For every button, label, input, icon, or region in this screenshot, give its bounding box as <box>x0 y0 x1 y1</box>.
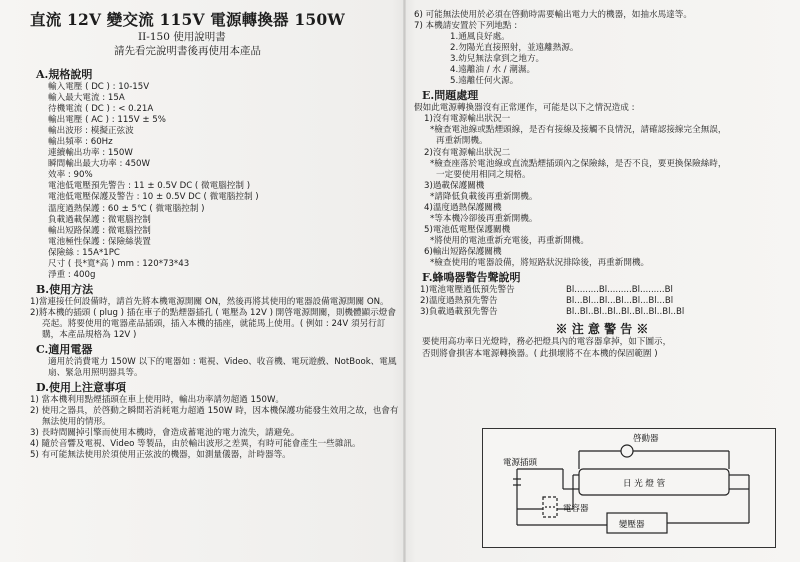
page-title: 直流 12V 變交流 115V 電源轉換器 150W <box>30 10 345 29</box>
spec-item: 輸出波形 : 模擬正弦波 <box>48 126 134 137</box>
placement-list <box>450 32 790 87</box>
spec-list <box>18 82 400 281</box>
beep-table <box>420 285 684 318</box>
section-a-heading: A.規格說明 <box>36 68 93 81</box>
socket-label: 電源插頭 <box>503 458 538 468</box>
appliances-text: 適用於消費電力 150W 以下的電器如 : 電視、Video、收音機、電玩遊戲、NotBook、電風扇、緊急用照明器具等。 <box>48 357 397 379</box>
beep-label: 2)溫度過熱預先警告 <box>420 296 498 307</box>
case-line: 一定要使用相同之規格。 <box>436 169 531 180</box>
note-item: 2) 使用之器具，於啓動之瞬間若消耗電力超過 150W 時，因本機保護功能發生效用之故，也會有無法使用的情形。 <box>30 406 399 428</box>
case-line: 再重新開機。 <box>436 136 488 147</box>
warning-title: ※ 注 意 警 告 ※ <box>555 322 649 337</box>
case-3 <box>414 181 790 203</box>
capacitor-label: 電容器 <box>563 504 589 514</box>
spec-item: 電池極性保護 : 保險絲裝置 <box>48 236 151 247</box>
note-item-6: 6) 可能無法使用於必須在啓動時需要輸出電力大的機器，如抽水馬達等。 <box>414 10 692 20</box>
case-line: *檢查電池線或點煙頭線，是否有接線及接觸不良情況，請確認接線完全無誤， <box>430 125 727 136</box>
case-line: *檢查使用的電器設備，將短路狀況排除後，再重新開機。 <box>430 257 650 268</box>
wiring-diagram-svg <box>483 429 775 547</box>
beep-label: 3)負載過載預先警告 <box>420 307 498 318</box>
section-b-heading: B.使用方法 <box>36 282 94 296</box>
placement-item: 5.遠離任何火源。 <box>450 76 519 87</box>
beep-row <box>420 296 684 307</box>
beep-row <box>420 307 684 318</box>
note-item: 1) 當本機利用點煙插頭在車上使用時，輸出功率請勿超過 150W。 <box>30 395 285 406</box>
spec-item: 輸入電壓 ( DC ) : 10-15V <box>48 82 150 92</box>
spec-item: 淨重 : 400g <box>48 269 96 280</box>
warning-text-line: 要使用高功率日光燈時，務必把燈具內的電容器拿掉，如下圖示， <box>422 337 672 348</box>
spec-item: 溫度過熱保護 : 60 ± 5℃ ( 微電腦控制 ) <box>48 203 205 214</box>
spec-item: 連續輸出功率 : 150W <box>48 148 133 159</box>
spec-item: 負載過載保護 : 微電腦控制 <box>48 214 151 225</box>
section-c-heading: C.適用電器 <box>36 343 93 357</box>
starter-label: 啓動器 <box>633 434 659 444</box>
wiring-diagram <box>482 428 776 548</box>
note-item: 3) 長時間關掉引擎而使用本機時，會造成蓄電池的電力流失，請避免。 <box>30 428 300 439</box>
case-2 <box>414 148 790 181</box>
placement-item: 3.幼兒無法拿到之地方。 <box>450 54 545 65</box>
spec-item: 輸出電壓 ( AC ) : 115V ± 5% <box>48 115 166 126</box>
section-e-heading: E.問題處理 <box>422 89 479 103</box>
case-line: *等本機冷卻後再重新開機。 <box>430 213 538 224</box>
case-line: *檢查座落於電池線或直流點煙插頭內之保險絲，是否不良，要更換保險絲時， <box>430 158 727 169</box>
section-f-heading: F.蜂鳴器警告聲說明 <box>422 271 521 285</box>
placement-heading: 7) 本機請安置於下列地點 : <box>414 21 518 32</box>
method-item: 2)將本機的插頭 ( plug ) 插在車子的點煙器插孔 ( 電壓為 12V ) 開啓電源開關，則機體顯示燈會亮起。將要使用的電器產品插頭，插入本機的插座，就能馬上使用。( 例如 : 24V 須另行訂購，本產品規格為 12V ) <box>30 307 396 340</box>
case-line: *請降低負載後再重新開機。 <box>430 191 538 202</box>
case-4 <box>414 203 790 225</box>
spec-item: 輸入最大電流 : 15A <box>48 93 125 104</box>
spec-item: 瞬間輸出最大功率 : 450W <box>48 159 151 170</box>
case-heading: 5)電池低電壓保護關機 <box>424 224 511 235</box>
model-subtitle: II-150 使用說明書 <box>138 31 226 43</box>
read-first-note: 請先看完說明書後再使用本產品 <box>114 45 261 57</box>
placement-item: 4.遠離油 / 水 / 潮濕。 <box>450 65 536 76</box>
troubleshoot-intro: 假如此電源轉換器沒有正常運作，可能是以下之情況造成 : <box>414 103 635 114</box>
case-line: *將使用的電池重新充電後，再重新開機。 <box>430 235 589 246</box>
spec-item: 輸出短路保護 : 微電腦控制 <box>48 225 151 236</box>
ballast-label: 變壓器 <box>619 520 645 530</box>
case-heading: 2)沒有電源輸出狀況二 <box>424 147 511 158</box>
section-d-heading: D.使用上注意事項 <box>36 381 126 395</box>
beep-pattern: Bl.........Bl.........Bl.........Bl <box>566 285 673 296</box>
placement-item: 1.通風良好處。 <box>450 32 510 43</box>
case-heading: 3)過載保護關機 <box>424 180 485 191</box>
placement-item: 2.勿陽光直接照射，並遠離熱源。 <box>450 43 579 54</box>
spec-item: 輸出頻率 : 60Hz <box>48 137 113 148</box>
spec-item: 電池低電壓保護及警告 : 10 ± 0.5V DC ( 微電腦控制 ) <box>48 192 259 203</box>
case-6 <box>414 247 790 269</box>
case-heading: 6)輸出短路保護關機 <box>424 246 502 257</box>
warning-text-line: 否則將會損害本電源轉換器。( 此損壞將不在本機的保固範圍 ) <box>422 348 658 359</box>
starter-symbol <box>621 445 633 457</box>
spec-item: 尺寸 ( 長*寬*高 ) mm : 120*73*43 <box>48 258 190 269</box>
spec-item: 保險絲 : 15A*1PC <box>48 247 120 258</box>
spec-item: 電池低電壓預先警告 : 11 ± 0.5V DC ( 微電腦控制 ) <box>48 181 251 192</box>
left-column <box>18 0 400 461</box>
case-heading: 4)溫度過熱保護關機 <box>424 202 502 213</box>
tube-label: 日 光 燈 管 <box>623 479 666 489</box>
page-fold <box>403 0 406 562</box>
case-heading: 1)沒有電源輸出狀況一 <box>424 114 511 125</box>
beep-row <box>420 285 684 296</box>
beep-pattern: Bl...Bl...Bl...Bl...Bl...Bl...Bl <box>566 296 674 307</box>
note-item: 4) 隨於音響及電視、Video 等製品，由於輸出波形之差異，有時可能會產生一些雜訊。 <box>30 439 361 450</box>
right-column <box>414 10 790 360</box>
case-5 <box>414 225 790 247</box>
note-item: 5) 有可能無法使用於須使用正弦波的機器，如測量儀器，計時器等。 <box>30 450 291 461</box>
case-1 <box>414 114 790 147</box>
beep-pattern: Bl..Bl..Bl..Bl..Bl..Bl..Bl..Bl..Bl <box>566 307 685 318</box>
beep-label: 1)電池電壓過低預先警告 <box>420 285 515 296</box>
spec-item: 待機電流 ( DC ) : < 0.21A <box>48 104 154 115</box>
spec-item: 效率 : 90% <box>48 170 93 181</box>
method-item: 1)當連接任何設備時，請首先將本機電源開關 ON，然後再將其使用的電器設備電源開關 ON。 <box>30 296 389 307</box>
